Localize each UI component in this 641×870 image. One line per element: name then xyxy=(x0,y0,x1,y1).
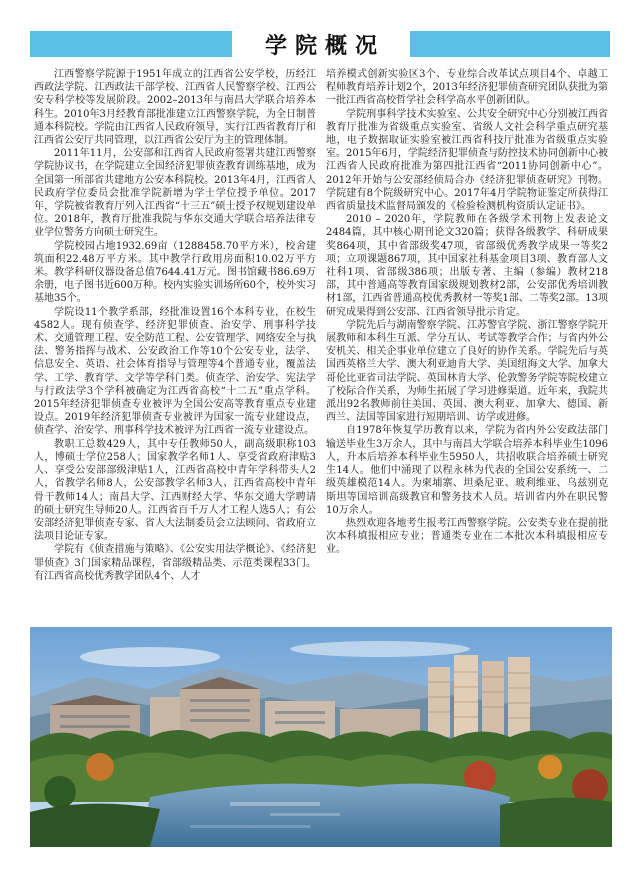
paragraph-cooperation: 学院先后与湖南警察学院、江苏警官学院、浙江警察学院开展教师和本科生互派、学分互认、考试等教学合作；与省内外公安机关、相关企事业单位建立了良好的协作关系。学院先后与英国西英格兰大学、澳大利亚迪肯大学、美国纽海文大学、加拿大哥伦比亚省司法学院、英国林肯大学、伦敦警务学院等院校建立了校际合作关系，为师生拓展了学习进修渠道。近年来，我院共派出92名教师前往美国、英国、澳大利亚、加拿大、德国、新西兰、法国等国家进行短期培训、访学或进修。 xyxy=(326,319,608,424)
paragraph-history: 江西警察学院源于1951年成立的江西省公安学校，历经江西政法学院、江西政法干部学校、江西省人民警察学校、江西公安专科学校等发展阶段。2002–2013年与南昌大学联合培养本科生。2010年3月经教育部批准建立江西警察学院，为全日制普通本科院校。学院由江西省人民政府领导，实行江西省教育厅和江西省公安厅共同管理，以江西省公安厅为主的管理体制。 xyxy=(34,69,316,147)
paragraph-labs: 学院刑事科学技术实验室、公共安全研究中心分别被江西省教育厅批准为省级重点实验室、省级人文社会科学重点研究基地，电子数据取证实验室被江西省科技厅批准为省级重点实验室。2015年6月，学院经济犯罪侦查与防控技术协同创新中心被江西省人民政府批准为第四批江西省“2011协同创新中心”。2012年开始与公安部经侦局合办《经济犯罪侦查研究》刊物。学院建有8个院级研究中心。2017年4月学院物证鉴定所获得江西省质量技术监督局颁发的《检验检测机构资质认定证书》。 xyxy=(326,108,608,213)
title-box xyxy=(232,27,410,61)
paragraph-graduates: 自1978年恢复学历教育以来，学院为省内外公安政法部门输送毕业生3万余人，其中与南昌大学联合培养本科毕业生1096人，升本后培养本科毕业生5950人，共招收联合培养硕士研究生14人。他们中涌现了以程永林为代表的全国公安系统一、二级英雄模范14人。为柬埔寨、坦桑尼亚、玻利维亚、乌兹别克斯坦等国培训高级教官和警务技术人员。培训省内外在职民警10万余人。 xyxy=(326,425,608,516)
paragraph-faculty: 教职工总数429人，其中专任教师50人，副高级职称103人，博硕士学位258人；国家教学名师1人、享受省政府津贴3人、享受公安部部级津贴1人，江西省高校中青年学科带头人2人，省教学名师8人，公安部教学名师3人、江西省高校中青年骨干教师14人；南昌大学、江西财经大学、华东交通大学聘请的硕士研究生导师20人。江西省百千万人才工程人选5人；有公安部经济犯罪侦查专家、省人大法制委员会立法顾问、省政府立法项目论证专家。 xyxy=(34,438,316,543)
paragraph-courses-cont: 培养模式创新实验区3个、专业综合改革试点项目4个、卓越工程师教育培养计划2个，2013年经济犯罪侦查研究团队获批为第一批江西省高校哲学社会科学高水平创新团队。 xyxy=(326,69,608,107)
left-column xyxy=(34,68,316,583)
page-title: 学院概况 xyxy=(264,33,385,59)
paragraph-courses: 学院有《侦查措施与策略》、《公安实用法学概论》、《经济犯罪侦查》3门国家精品课程，省部级精品类、示范类课程33门。有江西省高校优秀教学团队4个、人才 xyxy=(34,544,316,582)
paragraph-cobuild: 2011年11月，公安部和江西省人民政府签署共建江西警察学院协议书，在学院建立全国经济犯罪侦查教育训练基地，成为全国第一所部省共建地方公安本科院校。2013年4月，江西省人民政府学位委员会批准学院新增为学士学位授予单位。2017年，学院被省教育厅列入江西省“十三五”硕士授予权规划建设单位。2018年，教育厅批准我院与华东交通大学联合培养法律专业学位警务方向硕士研究生。 xyxy=(34,148,316,239)
paragraph-majors: 学院设11个教学系部，经批准设置16个本科专业，在校生4582人。现有侦查学、经济犯罪侦查、治安学、刑事科学技术、交通管理工程、安全防范工程、公安管理学、网络安全与执法、警务指挥与战术、公安政治工作等10个公安专业，法学、信息安全、英语、社会体育指导与管理等4个普通专业，覆盖法学、工学、教育学、文学等学科门类。侦查学、治安学、宪法学与行政法学3个学科被确定为江西省高校“十二五”重点学科。2015年经济犯罪侦查专业被评为全国公安高等教育重点专业建设点。2019年经济犯罪侦查专业被评为国家一流专业建设点，侦查学、治安学、刑事科学技术被评为江西省一流专业建设点。 xyxy=(34,306,316,437)
paragraph-welcome: 热烈欢迎各地考生报考江西警察学院。公安类专业在提前批次本科填报相应专业；普通类专业在二本批次本科填报相应专业。 xyxy=(326,517,608,556)
paragraph-research: 2010 – 2020年，学院教师在各级学术刊物上发表论文2484篇，其中核心期刊论文320篇；获得各级教学、科研成果奖864项，其中省部级奖47项，省部级优秀教学成果一等奖2项；立项课题867项，其中国家社科基金项目3项、教育部人文社科1项、省部级386项；出版专著、主编（参编）教材218部，其中普通高等教育国家级规划教材2部，公安部优秀培训教材1部，江西省普通高校优秀教材一等奖1部、二等奖2部。13项研究成果得到公安部、江西省领导批示肯定。 xyxy=(326,214,608,318)
campus-photo xyxy=(30,627,612,847)
paragraph-campus: 学院校园占地1932.69亩（1288458.70平方米），校舍建筑面积22.48万平方米。其中教学行政用房面积10.02万平方米。教学科研仪器设备总值7644.41万元。图书馆藏书86.69万余册，电子图书近600万种。校内实验实训场所60个，校外实习基地35个。 xyxy=(34,240,316,305)
right-column xyxy=(326,68,608,557)
